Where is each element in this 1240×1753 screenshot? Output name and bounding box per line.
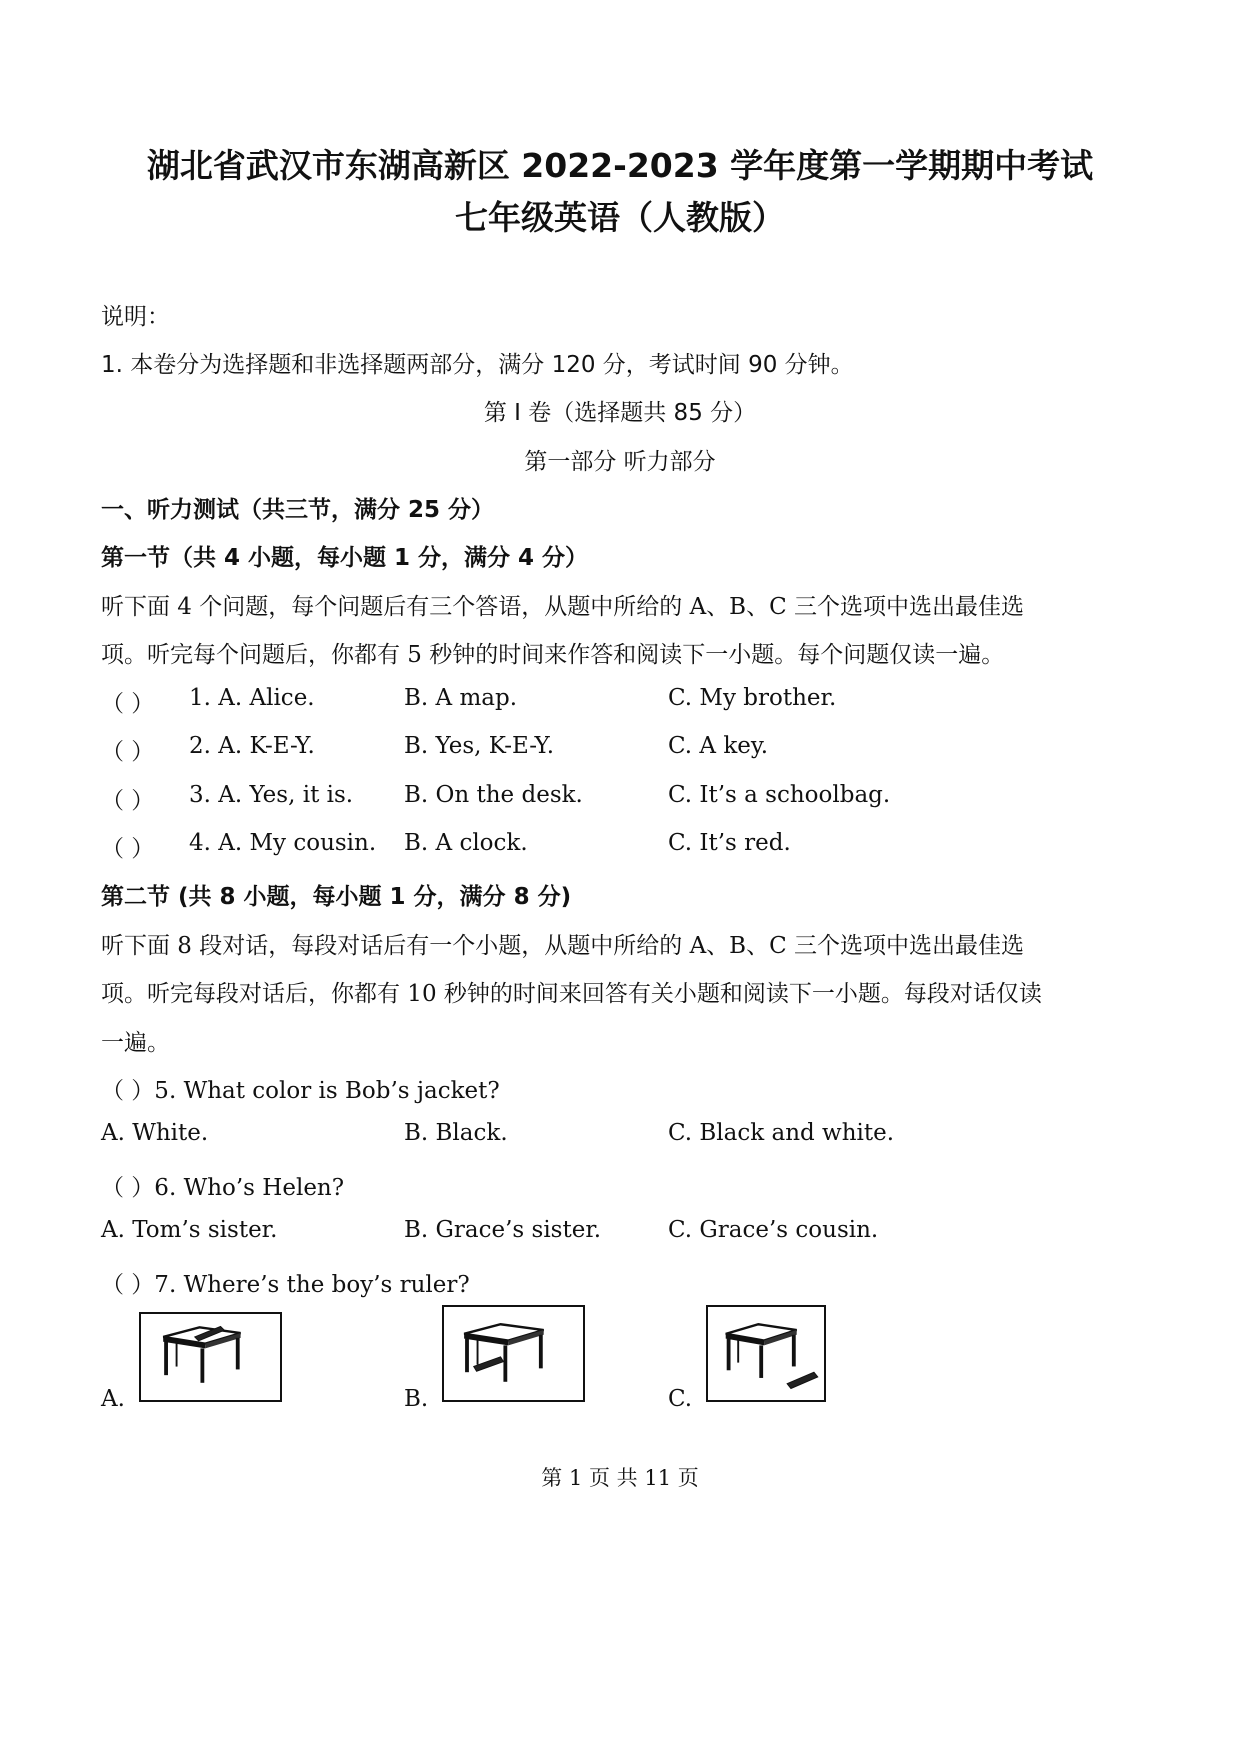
option-a: A. Tom’s sister.: [101, 1217, 278, 1243]
option-c: C. Grace’s cousin.: [668, 1217, 879, 1243]
section1-instructions-line1: 听下面 4 个问题，每个问题后有三个答语，从题中所给的 A、B、C 三个选项中选出最佳选: [101, 594, 1024, 620]
question-7-stem[interactable]: （ ）7. Where’s the boy’s ruler?: [101, 1272, 470, 1298]
answer-bracket[interactable]: （ ）: [101, 788, 155, 814]
option-b: B. Grace’s sister.: [404, 1217, 602, 1243]
option-b: B. A clock.: [404, 830, 528, 856]
option-b: B. Yes, K-E-Y.: [404, 733, 555, 759]
option-c-label: C.: [668, 1386, 693, 1412]
option-a: 4. A. My cousin.: [189, 830, 377, 856]
option-a-label: A.: [101, 1386, 125, 1412]
option-a-picture[interactable]: [139, 1312, 282, 1402]
option-b: B. On the desk.: [404, 782, 583, 808]
table-ruler-under-table-icon: [444, 1307, 583, 1400]
part-title: 第一部分 听力部分: [524, 449, 716, 475]
question-5-stem[interactable]: （ ）5. What color is Bob’s jacket?: [101, 1078, 500, 1104]
answer-bracket[interactable]: （ ）: [101, 739, 155, 765]
section2-instructions-line1: 听下面 8 段对话，每段对话后有一个小题，从题中所给的 A、B、C 三个选项中选出最佳选: [101, 933, 1024, 959]
option-a: 2. A. K-E-Y.: [189, 733, 315, 759]
exam-title-line2: 七年级英语（人教版）: [455, 198, 785, 237]
section2-instructions-line3: 一遍。: [101, 1030, 170, 1056]
option-c: C. It’s a schoolbag.: [668, 782, 891, 808]
volume-title: 第 I 卷（选择题共 85 分）: [483, 400, 757, 426]
option-c-picture[interactable]: [706, 1305, 826, 1402]
page-number: 第 1 页 共 11 页: [541, 1466, 699, 1490]
notes-item-1: 1. 本卷分为选择题和非选择题两部分，满分 120 分，考试时间 90 分钟。: [101, 352, 854, 378]
notes-label: 说明：: [101, 304, 170, 330]
option-b-picture[interactable]: [442, 1305, 585, 1402]
option-a: A. White.: [101, 1120, 209, 1146]
answer-bracket[interactable]: （ ）: [101, 836, 155, 862]
question-6-stem[interactable]: （ ）6. Who’s Helen?: [101, 1175, 345, 1201]
answer-bracket[interactable]: （ ）: [101, 691, 155, 717]
option-a: 3. A. Yes, it is.: [189, 782, 354, 808]
option-b: B. Black.: [404, 1120, 508, 1146]
option-c: C. A key.: [668, 733, 769, 759]
option-a: 1. A. Alice.: [189, 685, 315, 711]
option-c: C. Black and white.: [668, 1120, 895, 1146]
section2-instructions-line2: 项。听完每段对话后，你都有 10 秒钟的时间来回答有关小题和阅读下一小题。每段对话仅读: [101, 981, 1042, 1007]
option-b: B. A map.: [404, 685, 518, 711]
option-b-label: B.: [404, 1386, 429, 1412]
option-c: C. My brother.: [668, 685, 837, 711]
table-ruler-beside-table-icon: [708, 1307, 824, 1400]
table-ruler-on-table-icon: [141, 1314, 280, 1400]
option-c: C. It’s red.: [668, 830, 791, 856]
section1-heading: 第一节（共 4 小题，每小题 1 分，满分 4 分）: [101, 545, 589, 571]
section2-heading: 第二节 (共 8 小题，每小题 1 分，满分 8 分): [101, 884, 572, 910]
listening-heading: 一、听力测试（共三节，满分 25 分）: [101, 497, 495, 523]
exam-title-line1: 湖北省武汉市东湖高新区 2022-2023 学年度第一学期期中考试: [146, 146, 1094, 185]
section1-instructions-line2: 项。听完每个问题后，你都有 5 秒钟的时间来作答和阅读下一小题。每个问题仅读一遍。: [101, 642, 1005, 668]
